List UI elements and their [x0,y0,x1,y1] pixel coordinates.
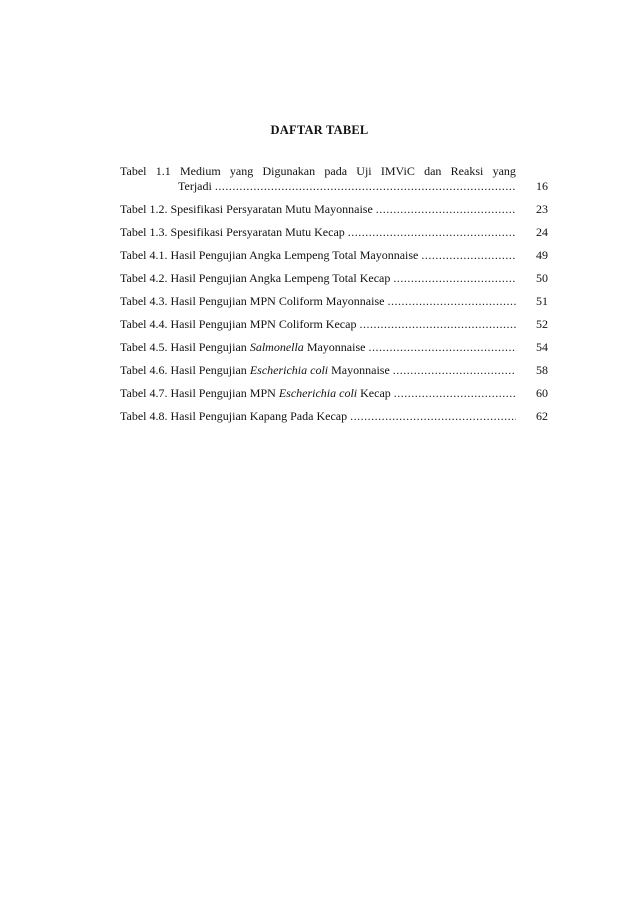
word: Tabel [120,164,147,178]
toc-entry-1-1 [120,164,548,194]
toc-entry-label: Tabel 4.2. Hasil Pengujian Angka Lempeng Total Kecap [120,271,391,285]
word: Medium [179,164,221,178]
leader-dots [348,225,516,240]
leader-dots [394,386,516,401]
toc-entry-1-3 [120,225,548,240]
word: Digunakan [262,164,316,178]
leader-dots [376,202,516,217]
toc-page-number: 23 [536,202,548,216]
toc-entry-label: Tabel 4.8. Hasil Pengujian Kapang Pada Kecap [120,409,348,423]
toc-page-number: 58 [536,363,548,377]
toc-entry-1-2 [120,202,548,217]
word: 1.1 [155,164,171,178]
toc-entry-4-7 [120,386,548,401]
word: yang [492,164,516,178]
leader-dots [350,409,516,424]
toc-page-number: 16 [536,179,548,193]
leader-dots [387,294,516,309]
toc-entry-label: Tabel 1.3. Spesifikasi Persyaratan Mutu Kecap [120,225,345,239]
toc-entry-label: Tabel 4.4. Hasil Pengujian MPN Coliform Kecap [120,317,357,331]
word: pada [324,164,348,178]
toc-entry-4-4 [120,317,548,332]
leader-dots [393,363,516,378]
leader-dots [421,248,516,263]
leader-dots [359,317,516,332]
toc-page-number: 50 [536,271,548,285]
toc-entry-4-6 [120,363,548,378]
toc-entry-label: Terjadi [178,179,212,193]
toc-entry-label: Tabel 4.5. Hasil Pengujian Salmonella Mayonnaise [120,340,366,354]
toc-page-number: 49 [536,248,548,262]
table-of-tables [120,164,548,424]
toc-entry-4-5 [120,340,548,355]
toc-entry-label: Tabel 4.6. Hasil Pengujian Escherichia coli Mayonnaise [120,363,390,377]
toc-entry-line2 [120,179,516,194]
toc-page-number: 54 [536,340,548,354]
toc-page-number: 51 [536,294,548,308]
page-title: DAFTAR TABEL [270,123,369,137]
word: Reaksi [450,164,484,178]
word: Uji [356,164,372,178]
leader-dots [215,179,516,194]
toc-entry-line1 [120,164,516,179]
toc-entry-label: Tabel 4.1. Hasil Pengujian Angka Lempeng Total Mayonnaise [120,248,419,262]
toc-entry-4-8 [120,409,548,424]
word: IMViC [380,164,415,178]
toc-page-number: 24 [536,225,548,239]
toc-page-number: 60 [536,386,548,400]
word: dan [424,164,442,178]
toc-entry-4-1 [120,248,548,263]
toc-entry-label: Tabel 1.2. Spesifikasi Persyaratan Mutu Mayonnaise [120,202,373,216]
toc-page-number: 52 [536,317,548,331]
toc-entry-label: Tabel 4.7. Hasil Pengujian MPN Escherichia coli Kecap [120,386,391,400]
toc-entry-4-2 [120,271,548,286]
toc-entry-label: Tabel 4.3. Hasil Pengujian MPN Coliform Mayonnaise [120,294,385,308]
toc-page-number: 62 [536,409,548,423]
toc-entry-4-3 [120,294,548,309]
leader-dots [368,340,516,355]
word: yang [229,164,254,178]
leader-dots [393,271,516,286]
